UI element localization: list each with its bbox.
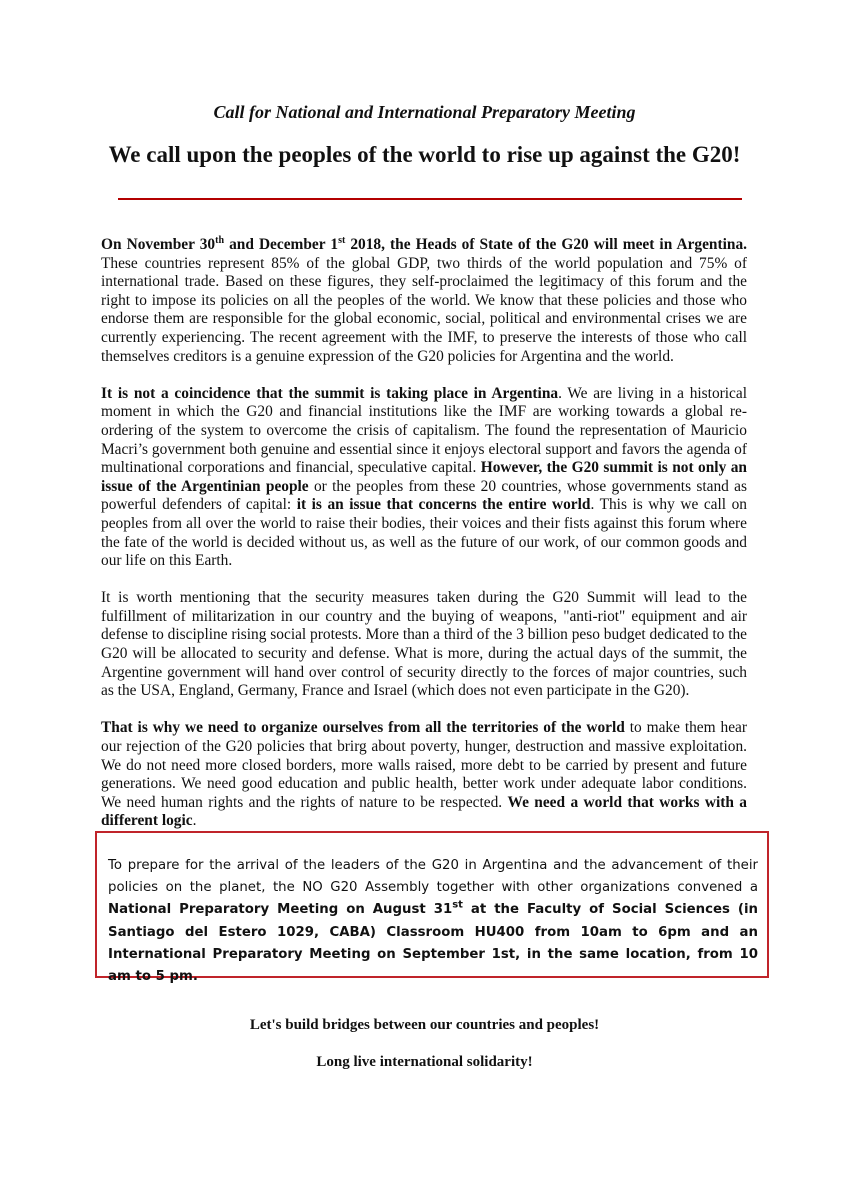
emphasis-text: it is an issue that concerns the entire world — [296, 496, 591, 514]
announcement-text: at the Faculty of Social Sciences (in Santiago del Estero 1029, CABA) Classroom HU400 from 10am to 6pm and an International Preparatory Meeting on September 1st, in the same location, from 10 am to 5 pm. — [108, 902, 758, 985]
emphasis-text: However, the G20 summit is not only an issue of the Argentinian people — [101, 459, 747, 495]
paragraph-text: These countries represent 85% of the global GDP, two thirds of the world population and 75% of international trade. Based on these figures, they self-proclaimed the legitimacy of this forum and the right to impose its policies on all the peoples of the world. We know that these policies and those who endorse them are responsible for the global economic, social, political and environmental crises we are currently experiencing. The recent agreement with the IMF, to preserve the interests of those who call themselves creditors is a genuine expression of the G20 policies for Argentina and the world. — [101, 254, 747, 365]
paragraph-text: or the peoples from these 20 countries, whose governments stand as powerful defenders of capital: — [101, 477, 747, 514]
paragraph-lead: It is not a coincidence that the summit is taking place in Argentina — [101, 384, 559, 402]
call-kicker: Call for National and International Preparatory Meeting — [213, 102, 636, 122]
page-headline: We call upon the peoples of the world to rise up against the G20! — [108, 142, 741, 167]
paragraph-text: . This is why we call on peoples from all over the world to raise their bodies, their voices and their fists against this forum where the fate of the world is decided without us, as well as the future of our work, of our common goods and our life on this Earth. — [101, 496, 747, 570]
lead-text: and December 1 — [224, 236, 339, 253]
closing-line-bridges: Let's build bridges between our countries and peoples! — [249, 1017, 600, 1033]
closing-line-solidarity: Long live international solidarity! — [316, 1054, 533, 1070]
lead-text: On November 30 — [101, 236, 216, 253]
emphasis-text: We need a world that works with a different logic — [101, 793, 747, 830]
paragraph-text: . — [192, 812, 197, 830]
announcement-details — [108, 899, 758, 985]
paragraph-text: . We are living in a historical moment in which the G20 and financial institutions like the IMF are working towards a global re-ordering of the system to overcome the crisis of capitalism. The found the representation of Mauricio Macri’s government both genuine and essential since it enjoys electoral support and favors the agenda of multinational corporations and financial, speculative capital. — [101, 384, 747, 477]
announcement-intro: To prepare for the arrival of the leaders of the G20 in Argentina and the advancement of their policies on the planet, the NO G20 Assembly together with other organizations convened a — [108, 858, 758, 896]
paragraph-summit-announcement — [101, 236, 747, 366]
meeting-announcement-box — [95, 831, 769, 985]
paragraph-lead: That is why we need to organize ourselves from all the territories of the world — [101, 719, 625, 737]
title-divider — [118, 198, 742, 200]
ordinal-suffix: st — [338, 234, 346, 246]
ordinal-suffix: th — [215, 234, 225, 246]
paragraph-text: to make them hear our rejection of the G20 policies that brirg about poverty, hunger, destruction and massive exploitation. We do not need more closed borders, more walls raised, more debt to be carried by present and future generations. We need good education and public health, better work under adequate labor conditions. We need human rights and the rights of nature to be respected. — [101, 719, 747, 811]
body-text — [101, 236, 747, 850]
announcement-text: National Preparatory Meeting on August 31 — [108, 902, 453, 918]
paragraph-argentina — [101, 385, 747, 571]
paragraph-security: It is worth mentioning that the security measures taken during the G20 Summit will lead to the fulfillment of militarization in our country and the buying of weapons, "anti-riot" equipment and air defense to discipline rising social protests. More than a third of the 3 billion peso budget dedicated to the G20 will be allocated to security and defense. What is more, during the actual days of the summit, the Argentine government will hand over control of security directly to the forces of major countries, such as the USA, England, Germany, France and Israel (which does not even participate in the G20). — [101, 589, 747, 700]
paragraph-organize — [101, 719, 747, 831]
ordinal-suffix: st — [452, 899, 463, 911]
paragraph-lead — [101, 236, 747, 253]
lead-text: 2018, the Heads of State of the G20 will meet in Argentina. — [345, 236, 747, 253]
